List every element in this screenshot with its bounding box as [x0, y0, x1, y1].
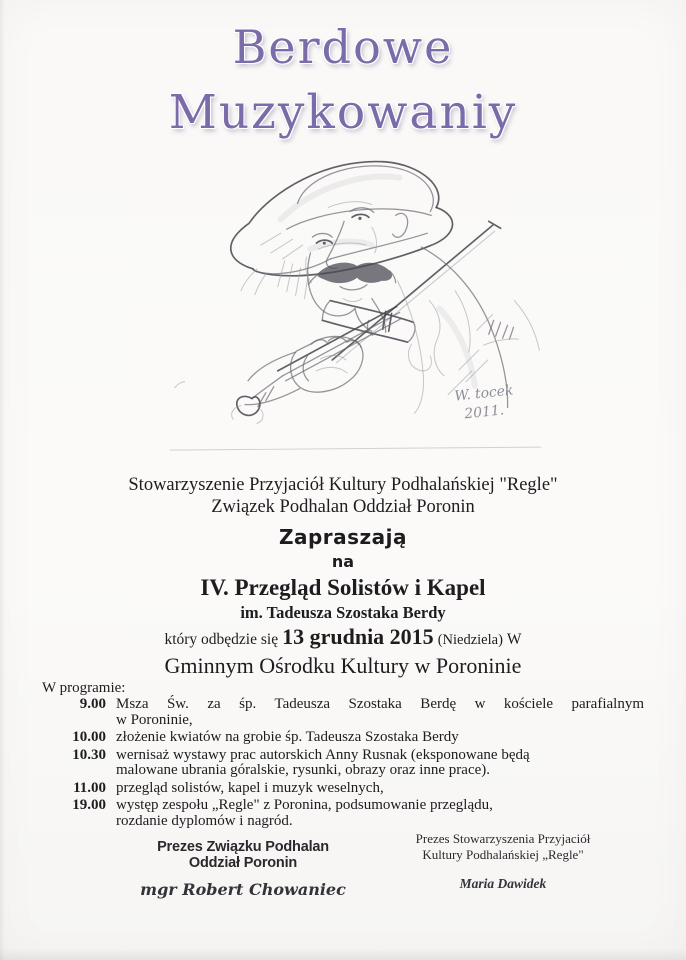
fiddler-sketch [0, 150, 686, 467]
event-date: 13 grudnia 2015 [282, 624, 434, 649]
program-section [42, 680, 646, 829]
program-item [42, 781, 646, 797]
program-time: 11.00 [73, 779, 106, 796]
program-text-line: złożenie kwiatów na grobie śp. Tadeusza Szostaka Berdy [116, 729, 459, 745]
poster-title-line-2: Muzykowaniy [168, 85, 518, 140]
signature-right [408, 831, 598, 892]
program-text-line: rozdanie dyplomów i nagród. [116, 812, 293, 829]
poster-title-line-1: Berdowe [232, 20, 454, 74]
signature-left-title-line-1: Prezes Związku Podhalan [157, 839, 329, 855]
date-prefix: który odbędzie się [164, 631, 279, 648]
organizer-line-2: Związek Podhalan Oddział Poronin [211, 496, 475, 517]
signature-left [78, 839, 408, 900]
program-time: 10.30 [72, 746, 106, 763]
date-connector: W [506, 631, 522, 648]
program-text [116, 697, 646, 728]
invitation [0, 525, 686, 573]
artist-signature-line-2: 2011. [463, 402, 505, 423]
signature-right-title-line-2: Kultury Podhalańskiej „Regle" [422, 846, 584, 862]
program-text-line: malowane ubrania góralskie, rysunki, obrazy oraz inne prace). [116, 762, 491, 778]
signatures [0, 831, 686, 900]
program-time: 19.00 [72, 797, 106, 813]
program-text-line: w Poroninie, [116, 711, 193, 728]
program-item [42, 730, 646, 746]
program-time: 10.00 [72, 729, 106, 745]
program-time: 9.00 [79, 696, 106, 712]
program-heading: W programie: [42, 680, 126, 696]
program-item [42, 748, 646, 779]
organizer-line-1: Stowarzyszenie Przyjaciół Kultury Podhalańskiej "Regle" [128, 475, 558, 495]
signature-left-name: mgr Robert Chowaniec [140, 880, 346, 899]
program-text-line: Msza Św. za śp. Tadeusza Szostaka Berdę w kościele parafialnym [116, 696, 644, 712]
scan-edge-bottom [0, 948, 686, 960]
program-text-line: występ zespołu „Regle" z Poronina, podsumowanie przeglądu, [116, 797, 493, 813]
masthead [0, 0, 686, 140]
invitation-preposition: na [331, 552, 355, 571]
program-text [116, 798, 646, 829]
invitation-word: Zapraszają [278, 525, 408, 549]
organizers [0, 475, 686, 518]
artist-signature-line-1: W. tocek [453, 382, 515, 405]
program-text-line: przegląd solistów, kapel i muzyk weselnych, [116, 779, 384, 796]
event-title: IV. Przegląd Solistów i Kapel [200, 575, 486, 600]
signature-right-title-line-1: Prezes Stowarzyszenia Przyjaciół [415, 831, 591, 846]
signature-right-name: Maria Dawidek [459, 876, 547, 891]
program-text [116, 730, 646, 746]
event-date-line [0, 623, 686, 654]
signature-left-title-line-2: Oddział Poronin [188, 855, 298, 871]
program-text-line: wernisaż wystawy prac autorskich Anny Rusnak (eksponowane będą [116, 746, 530, 763]
event-venue: Gminnym Ośrodku Kultury w Poroninie [164, 653, 522, 678]
program-text [116, 781, 646, 797]
scan-edge-left [0, 0, 5, 960]
program-item [42, 697, 646, 728]
program-item [42, 798, 646, 829]
event-day: (Niedziela) [437, 632, 503, 648]
fiddler-sketch-svg [160, 150, 550, 462]
event-patron: im. Tadeusza Szostaka Berdy [240, 603, 446, 622]
program-text [116, 748, 646, 779]
